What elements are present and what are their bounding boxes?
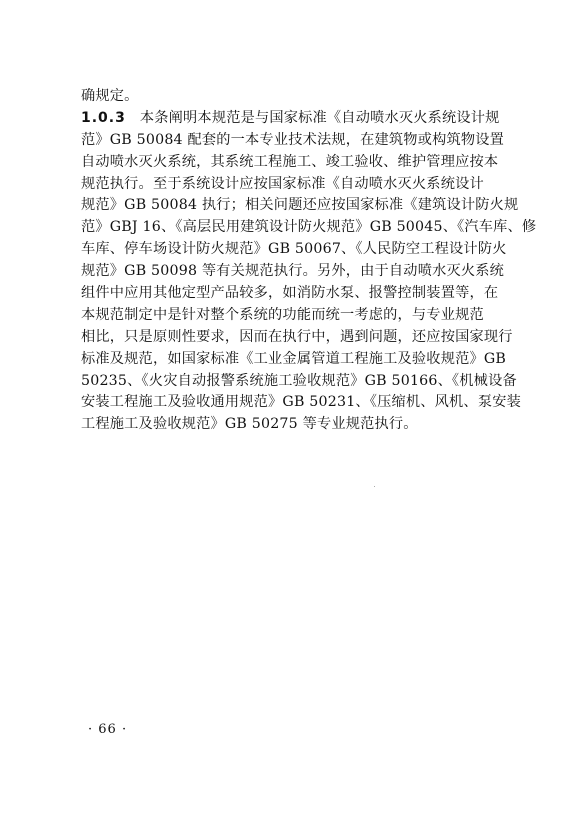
scan-speck xyxy=(374,486,375,487)
page-number: · 66 · xyxy=(88,722,128,737)
text-line-14: 50235、《火灾自动报警系统施工验收规范》GB 50166、《机械设备 xyxy=(81,372,517,389)
text-line-5: 规范执行。至于系统设计应按国家标准《自动喷水灭火系统设计 xyxy=(81,175,484,192)
clause-text: 本条阐明本规范是与国家标准《自动喷水灭火系统设计规 xyxy=(139,109,500,126)
text-line-15: 安装工程施工及验收通用规范》GB 50231、《压缩机、风机、泵安装 xyxy=(81,394,521,411)
text-line-8: 车库、停车场设计防火规范》GB 50067、《人民防空工程设计防火 xyxy=(81,241,507,258)
text-line-4: 自动喷水灭火系统，其系统工程施工、竣工验收、维护管理应按本 xyxy=(81,153,499,170)
clause-number: 1.0.3 xyxy=(81,109,126,126)
body-text xyxy=(81,86,537,436)
clause-heading-line xyxy=(81,108,501,130)
text-line-9: 规范》GB 50098 等有关规范执行。另外，由于自动喷水灭火系统 xyxy=(81,263,505,280)
text-line-12: 相比，只是原则性要求，因而在执行中，遇到问题，还应按国家现行 xyxy=(81,328,513,345)
text-line-10: 组件中应用其他定型产品较多，如消防水泵、报警控制装置等，在 xyxy=(81,285,499,302)
text-line-11: 本规范制定中是针对整个系统的功能而统一考虑的，与专业规范 xyxy=(81,306,484,323)
text-line-6: 规范》GB 50084 执行；相关问题还应按国家标准《建筑设计防火规 xyxy=(81,197,519,214)
text-line-16: 工程施工及验收规范》GB 50275 等专业规范执行。 xyxy=(81,416,418,433)
text-line-1: 确规定。 xyxy=(81,88,139,104)
text-line-3: 范》GB 50084 配套的一本专业技术法规，在建筑物或构筑物设置 xyxy=(81,131,505,148)
text-line-13: 标准及规范，如国家标准《工业金属管道工程施工及验收规范》GB xyxy=(81,350,507,367)
text-line-7: 范》GBJ 16、《高层民用建筑设计防火规范》GB 50045、《汽车库、修 xyxy=(81,219,537,236)
